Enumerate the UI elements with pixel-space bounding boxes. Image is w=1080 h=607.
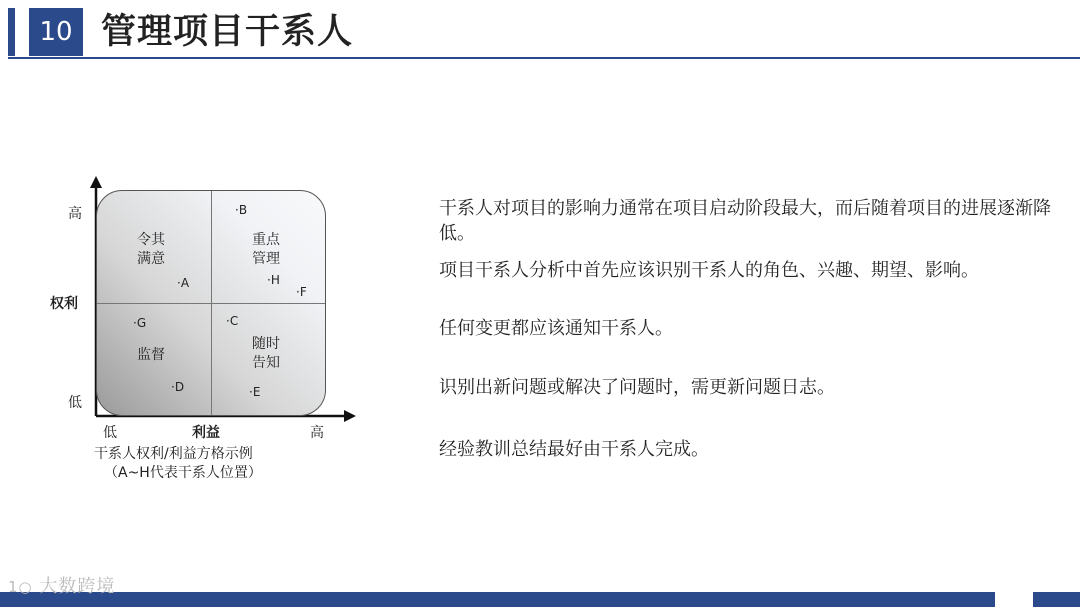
watermark-text: 大数跨境 xyxy=(39,576,116,597)
quadrant-manage-closely: 重点 管理 xyxy=(252,232,280,267)
watermark-logo-icon: 1○ xyxy=(8,578,33,596)
quadrant-keep-satisfied: 令其 满意 xyxy=(137,232,165,267)
x-axis-label: 利益 xyxy=(192,425,220,441)
stakeholder-point-f: ·F xyxy=(296,285,307,299)
key-point: 项目干系人分析中首先应该识别干系人的角色、兴趣、期望、影响。 xyxy=(439,260,979,281)
stakeholder-point-d: ·D xyxy=(171,380,185,394)
key-point: 任何变更都应该通知干系人。 xyxy=(439,318,673,339)
x-axis-high-label: 高 xyxy=(310,425,324,441)
page-title: 管理项目干系人 xyxy=(101,12,354,52)
key-point: 干系人对项目的影响力通常在项目启动阶段最大，而后随着项目的进展逐渐降低。 xyxy=(439,198,1051,244)
grid-horizontal-divider xyxy=(97,303,325,304)
stakeholder-point-a: ·A xyxy=(177,276,190,290)
stakeholder-point-g: ·G xyxy=(133,316,147,330)
stakeholder-point-h: ·H xyxy=(267,273,280,287)
stakeholder-point-c: ·C xyxy=(226,314,239,328)
grid-caption: 干系人权利/利益方格示例 （A~H代表干系人位置） xyxy=(94,446,262,481)
section-number: 10 xyxy=(39,17,73,47)
y-axis-high-label: 高 xyxy=(68,206,82,222)
quadrant-keep-informed: 随时 告知 xyxy=(252,336,280,371)
watermark xyxy=(8,572,115,598)
power-interest-grid xyxy=(96,190,326,416)
key-point: 经验教训总结最好由干系人完成。 xyxy=(439,439,709,460)
x-axis-low-label: 低 xyxy=(103,425,117,441)
y-axis-label: 权利 xyxy=(50,296,78,312)
y-axis-low-label: 低 xyxy=(68,395,82,411)
quadrant-monitor: 监督 xyxy=(137,347,165,363)
stakeholder-point-e: ·E xyxy=(249,385,261,399)
key-point: 识别出新问题或解决了问题时，需更新问题日志。 xyxy=(439,377,835,398)
stakeholder-point-b: ·B xyxy=(235,203,248,217)
footer-bar xyxy=(0,592,995,607)
footer-bar-end xyxy=(1033,592,1080,607)
